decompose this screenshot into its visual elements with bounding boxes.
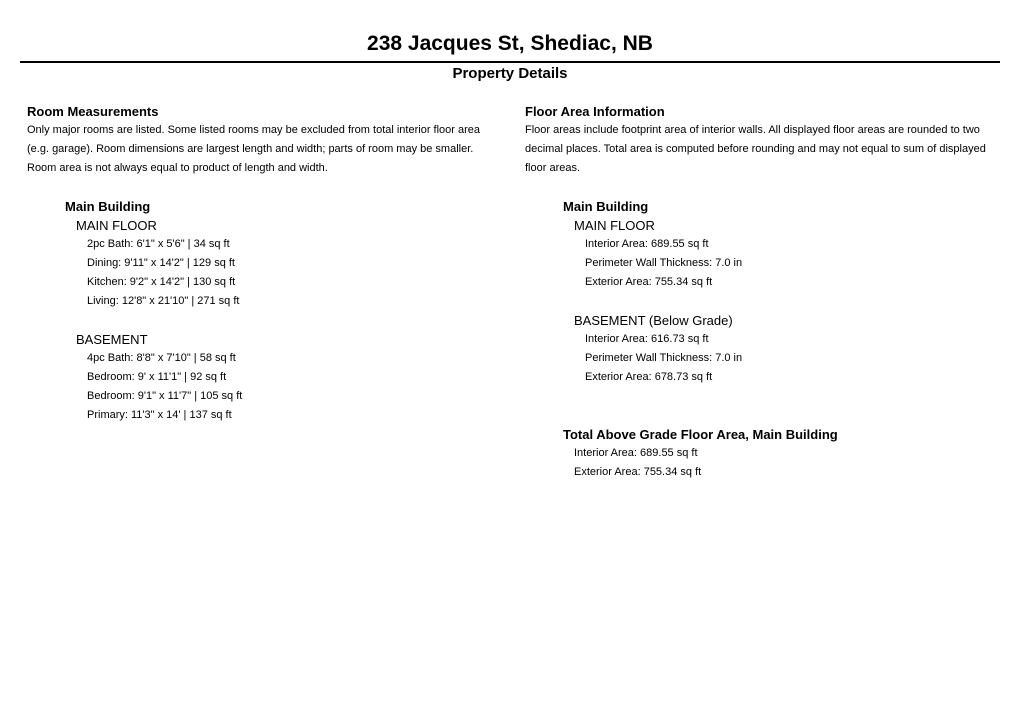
page-subtitle: Property Details <box>452 65 568 82</box>
room-floor-title-main: MAIN FLOOR <box>76 218 157 233</box>
area-item: Interior Area: 689.55 sq ft <box>585 238 709 250</box>
floor-area-note-line: decimal places. Total area is computed before rounding and may not equal to sum of displayed <box>525 143 986 155</box>
room-item: Living: 12'8" x 21'10" | 271 sq ft <box>87 295 240 307</box>
area-item: Perimeter Wall Thickness: 7.0 in <box>585 352 743 364</box>
area-item: Perimeter Wall Thickness: 7.0 in <box>585 257 743 269</box>
area-item: Exterior Area: 755.34 sq ft <box>585 276 713 288</box>
room-floor-title-basement: BASEMENT <box>76 332 148 347</box>
total-area-title: Total Above Grade Floor Area, Main Building <box>563 427 838 442</box>
room-item: Bedroom: 9'1" x 11'7" | 105 sq ft <box>87 390 243 402</box>
room-item: Bedroom: 9' x 11'1" | 92 sq ft <box>87 371 227 383</box>
room-item: Dining: 9'11" x 14'2" | 129 sq ft <box>87 257 235 269</box>
room-item: 2pc Bath: 6'1" x 5'6" | 34 sq ft <box>87 238 230 250</box>
total-area-item: Interior Area: 689.55 sq ft <box>574 447 698 459</box>
area-item: Exterior Area: 678.73 sq ft <box>585 371 713 383</box>
room-item: 4pc Bath: 8'8" x 7'10" | 58 sq ft <box>87 352 236 364</box>
header-divider <box>20 61 1000 63</box>
area-building-title: Main Building <box>563 199 649 214</box>
floor-area-section <box>525 104 1010 482</box>
room-measurements-note-line: (e.g. garage). Room dimensions are largest length and width; parts of room may be smaller. <box>27 143 474 155</box>
room-measurements-note-line: Only major rooms are listed. Some listed rooms may be excluded from total interior floor area <box>27 124 481 136</box>
room-measurements-section <box>27 104 507 425</box>
area-floor-title-basement: BASEMENT (Below Grade) <box>574 313 733 328</box>
total-area-item: Exterior Area: 755.34 sq ft <box>574 466 702 478</box>
room-item: Primary: 11'3" x 14' | 137 sq ft <box>87 409 232 421</box>
area-item: Interior Area: 616.73 sq ft <box>585 333 709 345</box>
room-measurements-note-line: Room area is not always equal to product of length and width. <box>27 162 328 174</box>
room-item: Kitchen: 9'2" x 14'2" | 130 sq ft <box>87 276 236 288</box>
room-measurements-title: Room Measurements <box>27 104 159 119</box>
page-title: 238 Jacques St, Shediac, NB <box>367 32 653 55</box>
floor-area-note-line: Floor areas include footprint area of interior walls. All displayed floor areas are rounded to two <box>525 124 980 136</box>
floor-area-note-line: floor areas. <box>525 162 581 174</box>
room-building-title: Main Building <box>65 199 151 214</box>
area-floor-title-main: MAIN FLOOR <box>574 218 655 233</box>
floor-area-title: Floor Area Information <box>525 104 665 119</box>
